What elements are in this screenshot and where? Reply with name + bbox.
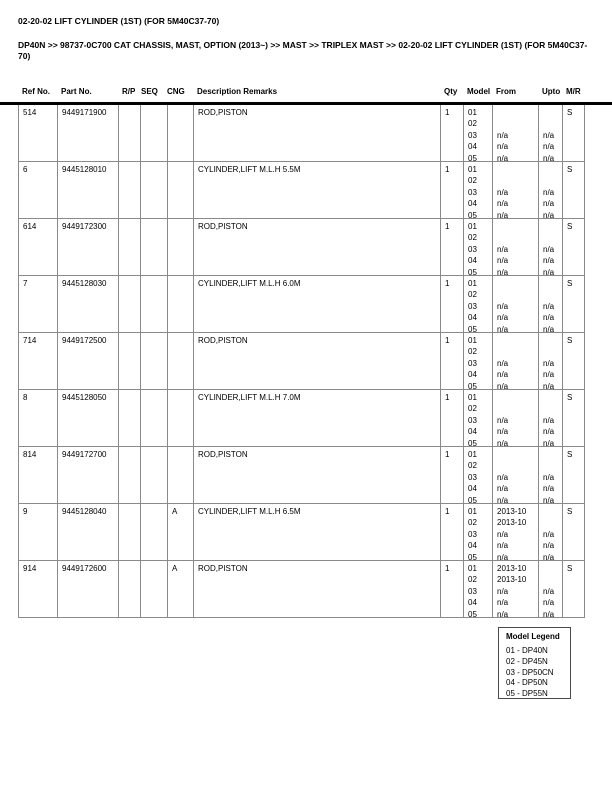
cell-rp [119,504,141,560]
cell-line: 05 [468,210,477,218]
cell-line: 03 [468,301,477,311]
cell-line: 05 [468,495,477,503]
cell-line: n/a [497,301,509,311]
cell-description: CYLINDER,LIFT M.L.H 5.5M [194,162,441,218]
cell-line: n/a [497,370,509,380]
cell-line: 2013-10 [497,575,527,585]
cell-ref-no: 514 [19,105,58,161]
cell-description: ROD,PISTON [194,333,441,389]
cell-line [497,335,536,346]
header-model: Model [467,87,491,96]
cell-upto [539,105,563,161]
cell-part-no: 9449172700 [58,447,119,503]
cell-qty: 1 [441,219,464,275]
cell-qty: 1 [441,105,464,161]
cell-line: 01 [468,507,477,516]
cell-line: 04 [468,199,477,209]
cell-part-no: 9449172600 [58,561,119,617]
cell-from [493,561,539,617]
cell-from [493,105,539,161]
legend-item: 01 - DP40N [506,646,548,655]
cell-cng [168,390,194,446]
cell-cng [168,105,194,161]
cell-line [543,517,560,528]
cell-line: n/a [543,324,555,332]
table-row [19,390,585,447]
cell-mr: S [563,276,585,332]
cell-line: n/a [543,301,555,311]
cell-qty: 1 [441,447,464,503]
cell-line: 05 [468,267,477,275]
cell-seq [141,162,168,218]
model-legend [498,627,571,699]
cell-line: 04 [468,484,477,494]
cell-seq [141,390,168,446]
cell-line: 03 [468,529,477,539]
header-qty: Qty [444,87,458,96]
cell-line: n/a [497,552,509,560]
cell-part-no: 9445128040 [58,504,119,560]
cell-from [493,504,539,560]
cell-line: 01 [468,165,477,174]
cell-line: 01 [468,393,477,402]
cell-line: 02 [468,461,477,471]
table-row [19,276,585,333]
cell-line: n/a [497,199,509,209]
legend-item: 04 - DP50N [506,678,548,688]
cell-line: n/a [497,358,509,368]
cell-line: 03 [468,415,477,425]
cell-line: n/a [543,495,555,503]
cell-line: n/a [497,142,509,152]
cell-line: 01 [468,450,477,459]
cell-line: 2013-10 [497,564,527,573]
cell-line: 04 [468,541,477,551]
cell-ref-no: 714 [19,333,58,389]
cell-model [464,561,493,617]
cell-line: n/a [497,541,509,551]
cell-line: 05 [468,552,477,560]
cell-upto [539,390,563,446]
cell-rp [119,162,141,218]
cell-cng: A [168,561,194,617]
cell-description: ROD,PISTON [194,105,441,161]
cell-line: n/a [497,153,509,161]
cell-description: CYLINDER,LIFT M.L.H 7.0M [194,390,441,446]
cell-seq [141,276,168,332]
cell-line: n/a [543,427,555,437]
cell-seq [141,447,168,503]
cell-cng [168,162,194,218]
cell-from [493,162,539,218]
cell-line: 05 [468,438,477,446]
cell-upto [539,276,563,332]
cell-line [497,175,536,186]
cell-line: n/a [543,244,555,254]
cell-qty: 1 [441,162,464,218]
cell-line [497,118,536,129]
header-rp: R/P [122,87,136,96]
cell-line: n/a [543,484,555,494]
cell-line: 02 [468,404,477,414]
cell-line: 2013-10 [497,507,527,516]
cell-mr: S [563,162,585,218]
cell-rp [119,390,141,446]
cell-line: 05 [468,381,477,389]
table-row [19,504,585,561]
cell-line [543,175,560,186]
cell-line: n/a [497,495,509,503]
cell-line [543,232,560,243]
cell-line: n/a [497,187,509,197]
cell-line: 04 [468,142,477,152]
cell-line: 04 [468,256,477,266]
cell-description: CYLINDER,LIFT M.L.H 6.5M [194,504,441,560]
cell-description: CYLINDER,LIFT M.L.H 6.0M [194,276,441,332]
cell-line: 01 [468,222,477,231]
cell-qty: 1 [441,390,464,446]
cell-line: 02 [468,518,477,528]
cell-line: n/a [497,529,509,539]
cell-line: 02 [468,176,477,186]
cell-line: 02 [468,575,477,585]
cell-line: n/a [543,153,555,161]
cell-model [464,219,493,275]
cell-description: ROD,PISTON [194,219,441,275]
cell-ref-no: 9 [19,504,58,560]
cell-from [493,333,539,389]
cell-ref-no: 914 [19,561,58,617]
cell-mr: S [563,105,585,161]
cell-part-no: 9449172500 [58,333,119,389]
cell-cng [168,447,194,503]
cell-line: n/a [497,256,509,266]
cell-from [493,219,539,275]
cell-mr: S [563,504,585,560]
cell-line: n/a [543,142,555,152]
cell-line [497,107,536,118]
cell-model [464,162,493,218]
cell-line: 05 [468,153,477,161]
cell-line: n/a [543,598,555,608]
header-description: Description Remarks [197,87,278,96]
cell-model [464,390,493,446]
cell-line: n/a [543,199,555,209]
cell-line: 02 [468,347,477,357]
cell-cng [168,276,194,332]
cell-line: n/a [543,381,555,389]
cell-model [464,105,493,161]
cell-from [493,276,539,332]
cell-upto [539,219,563,275]
cell-line: n/a [497,381,509,389]
cell-cng [168,219,194,275]
cell-line [543,392,560,403]
cell-line [497,449,536,460]
table-row [19,162,585,219]
cell-line [497,164,536,175]
cell-upto [539,504,563,560]
cell-line [497,289,536,300]
cell-qty: 1 [441,333,464,389]
cell-line: 04 [468,370,477,380]
cell-seq [141,504,168,560]
cell-line: 02 [468,290,477,300]
cell-line: n/a [543,358,555,368]
cell-mr: S [563,447,585,503]
cell-line [497,346,536,357]
cell-line: 03 [468,187,477,197]
cell-line: n/a [497,324,509,332]
header-cng: CNG [167,87,185,96]
cell-rp [119,219,141,275]
cell-model [464,333,493,389]
cell-qty: 1 [441,561,464,617]
cell-part-no: 9449171900 [58,105,119,161]
cell-line: n/a [497,210,509,218]
cell-line: n/a [497,484,509,494]
cell-line: 02 [468,233,477,243]
cell-line: n/a [497,313,509,323]
cell-mr: S [563,390,585,446]
cell-line: n/a [497,415,509,425]
cell-line: n/a [497,267,509,275]
page-title: 02-20-02 LIFT CYLINDER (1ST) (FOR 5M40C37-70) [18,16,220,26]
table-header-row [18,87,584,97]
cell-line: n/a [543,586,555,596]
table-row [19,333,585,390]
cell-mr: S [563,219,585,275]
cell-cng [168,333,194,389]
header-mr: M/R [566,87,581,96]
cell-line [543,335,560,346]
cell-line: 01 [468,279,477,288]
cell-line: n/a [543,529,555,539]
cell-upto [539,561,563,617]
cell-line: n/a [543,187,555,197]
cell-line: n/a [497,586,509,596]
cell-rp [119,333,141,389]
cell-line [543,164,560,175]
cell-seq [141,219,168,275]
cell-line: n/a [497,130,509,140]
cell-line [543,118,560,129]
cell-part-no: 9449172300 [58,219,119,275]
cell-line [543,449,560,460]
cell-line [497,278,536,289]
cell-description: ROD,PISTON [194,561,441,617]
parts-table-body [18,105,585,618]
legend-item: 05 - DP55N [506,689,548,699]
cell-line: n/a [497,609,509,617]
cell-line: 01 [468,108,477,117]
cell-line: n/a [497,427,509,437]
cell-line: n/a [543,267,555,275]
cell-model [464,504,493,560]
cell-line: 01 [468,336,477,345]
header-seq: SEQ [141,87,158,96]
cell-upto [539,333,563,389]
cell-from [493,447,539,503]
model-legend-items [506,646,570,700]
cell-part-no: 9445128010 [58,162,119,218]
cell-line: 05 [468,609,477,617]
cell-line: n/a [543,415,555,425]
header-upto: Upto [542,87,561,96]
cell-line: 04 [468,427,477,437]
cell-rp [119,105,141,161]
cell-model [464,276,493,332]
cell-line: 03 [468,358,477,368]
legend-item: 03 - DP50CN [506,667,554,677]
cell-part-no: 9445128030 [58,276,119,332]
cell-line: n/a [543,438,555,446]
cell-line: 04 [468,313,477,323]
header-ref-no: Ref No. [22,87,50,96]
table-row [19,447,585,504]
cell-line: 04 [468,598,477,608]
cell-cng: A [168,504,194,560]
cell-ref-no: 814 [19,447,58,503]
cell-part-no: 9445128050 [58,390,119,446]
cell-rp [119,276,141,332]
cell-line: n/a [543,313,555,323]
cell-rp [119,447,141,503]
cell-line: 03 [468,586,477,596]
cell-line [497,232,536,243]
cell-qty: 1 [441,276,464,332]
header-from: From [496,87,516,96]
cell-line: n/a [497,598,509,608]
cell-line [543,403,560,414]
cell-mr: S [563,333,585,389]
cell-line: 03 [468,130,477,140]
cell-upto [539,162,563,218]
cell-description: ROD,PISTON [194,447,441,503]
cell-line: n/a [543,130,555,140]
cell-line [543,278,560,289]
cell-ref-no: 6 [19,162,58,218]
cell-line [543,346,560,357]
cell-line: n/a [543,370,555,380]
cell-line: 05 [468,324,477,332]
cell-line: n/a [543,541,555,551]
breadcrumb: DP40N >> 98737-0C700 CAT CHASSIS, MAST, OPTION (2013~) >> MAST >> TRIPLEX MAST >> 02-20-02 LIFT CYLINDER (1ST) (FOR 5M40C37-70) [18,40,588,61]
legend-item: 02 - DP45N [506,656,548,666]
table-row [19,561,585,618]
cell-line: n/a [543,609,555,617]
cell-line [543,460,560,471]
cell-line [543,221,560,232]
cell-line: 03 [468,472,477,482]
cell-line: n/a [543,552,555,560]
cell-line [497,392,536,403]
cell-line [543,506,560,517]
cell-line [543,574,560,585]
cell-line: n/a [543,256,555,266]
table-row [19,105,585,162]
cell-seq [141,561,168,617]
cell-upto [539,447,563,503]
cell-ref-no: 614 [19,219,58,275]
table-row [19,219,585,276]
cell-line [497,460,536,471]
cell-line: n/a [543,210,555,218]
header-part-no: Part No. [61,87,92,96]
cell-line [543,107,560,118]
cell-line: n/a [543,472,555,482]
cell-model [464,447,493,503]
model-legend-title: Model Legend [506,632,560,641]
cell-ref-no: 7 [19,276,58,332]
cell-mr: S [563,561,585,617]
cell-line [543,289,560,300]
cell-line: 02 [468,119,477,129]
cell-seq [141,333,168,389]
cell-seq [141,105,168,161]
cell-line: n/a [497,244,509,254]
cell-line: 01 [468,564,477,573]
cell-line [497,221,536,232]
cell-line: n/a [497,472,509,482]
cell-line: n/a [497,438,509,446]
cell-from [493,390,539,446]
cell-line: 2013-10 [497,518,527,528]
cell-line [543,563,560,574]
cell-line: 03 [468,244,477,254]
cell-line [497,403,536,414]
cell-qty: 1 [441,504,464,560]
cell-rp [119,561,141,617]
cell-ref-no: 8 [19,390,58,446]
